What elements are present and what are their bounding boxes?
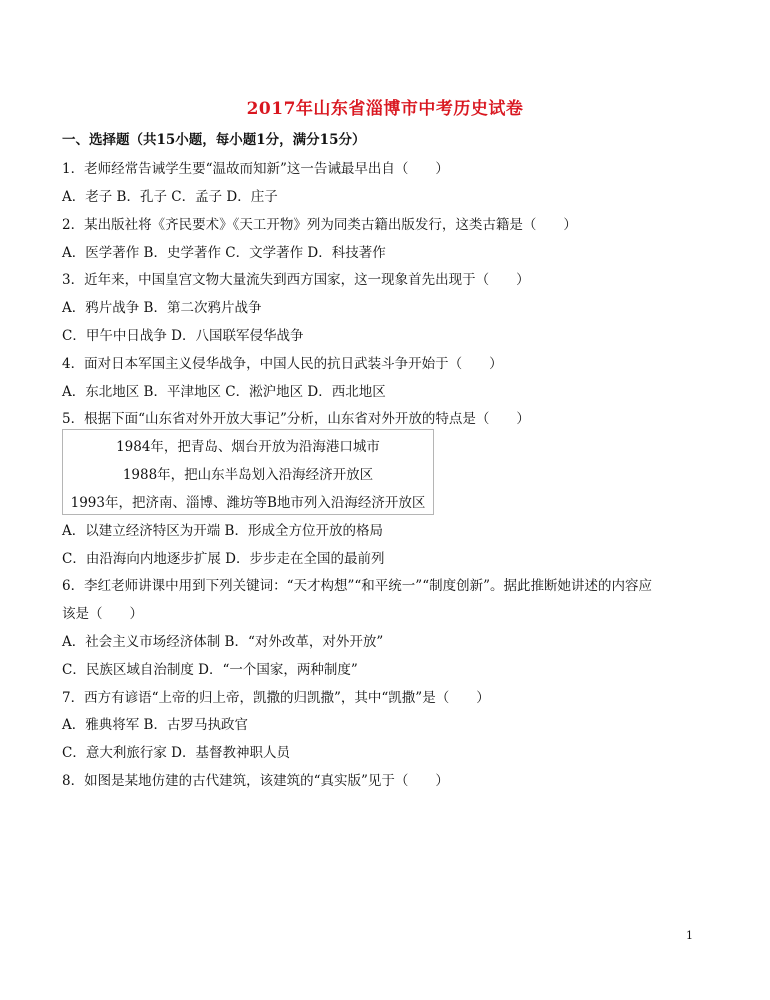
question-3-options-2: C．甲午中日战争 D．八国联军侵华战争	[62, 328, 304, 344]
section-heading: 一、选择题（共15小题，每小题1分，满分15分）	[62, 132, 366, 148]
question-1-options: A．老子 B．孔子 C．孟子 D．庄子	[62, 189, 278, 205]
question-7: 7．西方有谚语“上帝的归上帝，凯撒的归凯撒”，其中“凯撒”是（ ）	[62, 690, 490, 706]
question-6-line-2: 该是（ ）	[62, 606, 143, 622]
question-7-options-1: A．雅典将军 B．古罗马执政官	[62, 717, 248, 733]
question-1: 1．老师经常告诫学生要“温故而知新”这一告诫最早出自（ ）	[62, 161, 449, 177]
event-1988: 1988年，把山东半岛划入沿海经济开放区	[122, 467, 374, 483]
question-3: 3．近年来，中国皇宫文物大量流失到西方国家，这一现象首先出现于（ ）	[62, 272, 530, 288]
question-4: 4．面对日本军国主义侵华战争，中国人民的抗日武装斗争开始于（ ）	[62, 356, 503, 372]
question-5-options-2: C．由沿海向内地逐步扩展 D．步步走在全国的最前列	[62, 551, 385, 567]
question-8: 8．如图是某地仿建的古代建筑，该建筑的“真实版”见于（ ）	[62, 773, 449, 789]
question-7-options-2: C．意大利旅行家 D．基督教神职人员	[62, 745, 290, 761]
question-6-options-2: C．民族区域自治制度 D．“一个国家，两种制度”	[62, 662, 358, 678]
question-4-options: A．东北地区 B．平津地区 C．淞沪地区 D．西北地区	[62, 384, 386, 400]
question-6-options-1: A．社会主义市场经济体制 B．“对外改革，对外开放”	[62, 634, 384, 650]
events-table-box	[62, 429, 434, 515]
event-1993: 1993年，把济南、淄博、潍坊等B地市列入沿海经济开放区	[70, 495, 426, 511]
page-number: 1	[686, 929, 693, 942]
question-6-line-1: 6．李红老师讲课中用到下列关键词：“天才构想”“和平统一”“制度创新”。据此推断她讲述的内容应	[62, 578, 652, 594]
question-2: 2．某出版社将《齐民要术》《天工开物》列为同类古籍出版发行，这类古籍是（ ）	[62, 217, 577, 233]
question-2-options: A．医学著作 B．史学著作 C．文学著作 D．科技著作	[62, 245, 386, 261]
question-5-options-1: A．以建立经济特区为开端 B．形成全方位开放的格局	[62, 523, 383, 539]
question-5: 5．根据下面“山东省对外开放大事记”分析，山东省对外开放的特点是（ ）	[62, 411, 530, 427]
event-1984: 1984年，把青岛、烟台开放为沿海港口城市	[116, 439, 380, 455]
question-3-options-1: A．鸦片战争 B．第二次鸦片战争	[62, 300, 262, 316]
page-title: 2017年山东省淄博市中考历史试卷	[246, 99, 524, 119]
